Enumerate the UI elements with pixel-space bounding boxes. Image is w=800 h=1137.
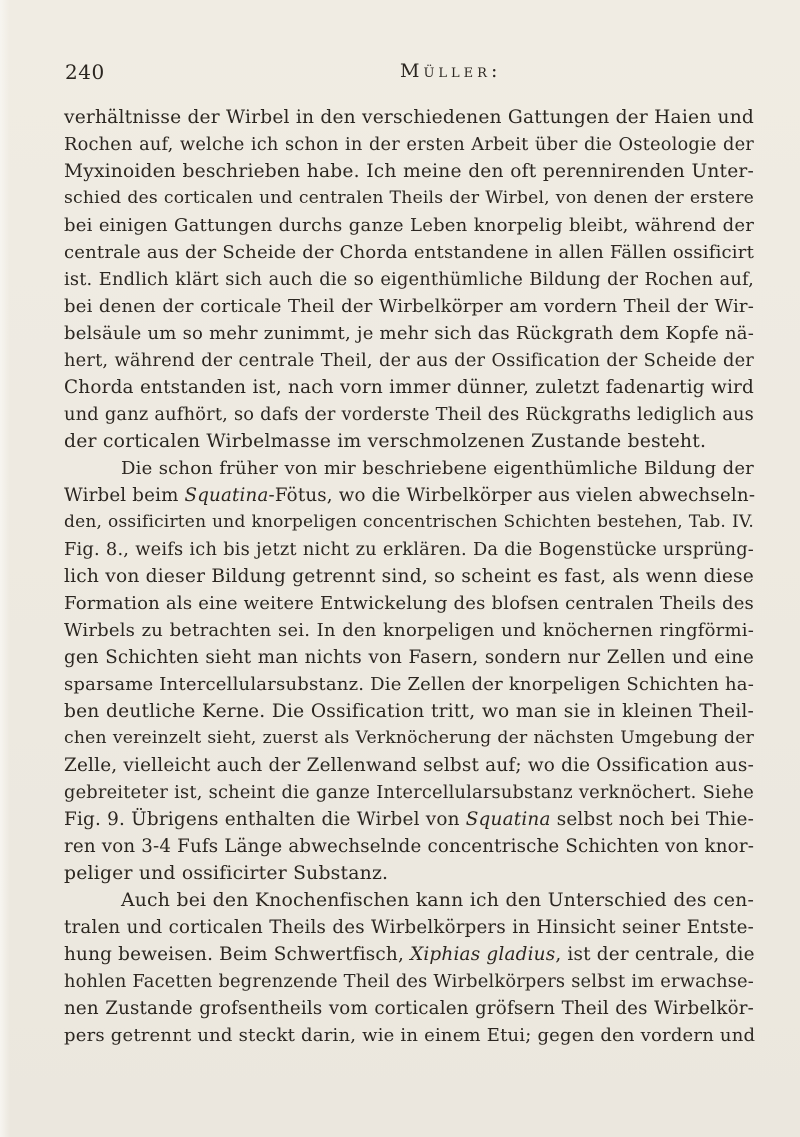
italic-species-name: Squatina bbox=[465, 809, 551, 830]
text-line: schied des corticalen und centralen Theils der Wirbel, von denen der erstere bbox=[64, 188, 754, 208]
italic-species-name: Squatina bbox=[184, 485, 269, 506]
text-line: und ganz aufhört, so dafs der vorderste Theil des Rückgraths lediglich aus bbox=[64, 404, 754, 425]
running-title: Müller: bbox=[400, 60, 502, 82]
text-line: peliger und ossificirter Substanz. bbox=[64, 863, 389, 884]
text-line: tralen und corticalen Theils des Wirbelkörpers in Hinsicht seiner Entste- bbox=[64, 917, 754, 938]
text-line: Wirbels zu betrachten sei. In den knorpeligen und knöchernen ringförmi- bbox=[64, 620, 754, 641]
text-line: Fig. 8., weifs ich bis jetzt nicht zu erklären. Da die Bogenstücke ursprüng- bbox=[64, 539, 754, 560]
text-line: bei denen der corticale Theil der Wirbelkörper am vordern Theil der Wir- bbox=[64, 296, 754, 317]
text-line: den, ossificirten und knorpeligen concentrischen Schichten bestehen, Tab. IV. bbox=[64, 512, 754, 532]
text-line: bei einigen Gattungen durchs ganze Leben knorpelig bleibt, während der bbox=[64, 215, 754, 236]
text-line: ist. Endlich klärt sich auch die so eigenthümliche Bildung der Rochen auf, bbox=[64, 269, 754, 290]
text-line: chen vereinzelt sieht, zuerst als Verknöcherung der nächsten Umgebung der bbox=[64, 728, 754, 748]
italic-species-name: Xiphias gladius bbox=[410, 944, 556, 965]
text-line: belsäule um so mehr zunimmt, je mehr sich das Rückgrath dem Kopfe nä- bbox=[64, 323, 754, 344]
text-line: gen Schichten sieht man nichts von Fasern, sondern nur Zellen und eine bbox=[64, 647, 754, 668]
text-line: Myxinoiden beschrieben habe. Ich meine den oft perennirenden Unter- bbox=[64, 161, 754, 182]
text-line: Chorda entstanden ist, nach vorn immer dünner, zuletzt fadenartig wird bbox=[64, 377, 754, 398]
text-line: sparsame Intercellularsubstanz. Die Zellen der knorpeligen Schichten ha- bbox=[64, 674, 754, 695]
text-line: pers getrennt und steckt darin, wie in einem Etui; gegen den vordern und bbox=[64, 1025, 756, 1046]
text-line: hung beweisen. Beim Schwertfisch, Xiphias gladius, ist der centrale, die bbox=[64, 944, 755, 965]
text-line: Auch bei den Knochenfischen kann ich den Unterschied des cen- bbox=[121, 890, 754, 911]
text-line: verhältnisse der Wirbel in den verschiedenen Gattungen der Haien und bbox=[64, 107, 754, 128]
text-line: ben deutliche Kerne. Die Ossification tritt, wo man sie in kleinen Theil- bbox=[64, 701, 754, 722]
page-number: 240 bbox=[65, 60, 105, 84]
page-edge-shadow bbox=[0, 0, 10, 1137]
text-line: Formation als eine weitere Entwickelung des blofsen centralen Theils des bbox=[64, 593, 754, 614]
text-line: Zelle, vielleicht auch der Zellenwand selbst auf; wo die Ossification aus- bbox=[64, 755, 754, 776]
text-line: der corticalen Wirbelmasse im verschmolzenen Zustande besteht. bbox=[64, 431, 707, 452]
text-line: gebreiteter ist, scheint die ganze Intercellularsubstanz verknöchert. Siehe bbox=[64, 782, 754, 803]
text-line: hert, während der centrale Theil, der aus der Ossification der Scheide der bbox=[64, 350, 754, 371]
body-text bbox=[64, 104, 754, 1049]
text-line: ren von 3-4 Fufs Länge abwechselnde concentrische Schichten von knor- bbox=[64, 836, 755, 857]
text-line: centrale aus der Scheide der Chorda entstandene in allen Fällen ossificirt bbox=[64, 242, 754, 263]
text-line: Rochen auf, welche ich schon in der ersten Arbeit über die Osteologie der bbox=[64, 134, 754, 155]
text-line: Wirbel beim Squatina-Fötus, wo die Wirbelkörper aus vielen abwechseln- bbox=[64, 485, 756, 506]
text-line: nen Zustande grofsentheils vom corticalen gröfsern Theil des Wirbelkör- bbox=[64, 998, 754, 1019]
text-line: Fig. 9. Übrigens enthalten die Wirbel von Squatina selbst noch bei Thie- bbox=[64, 809, 754, 830]
text-line: lich von dieser Bildung getrennt sind, so scheint es fast, als wenn diese bbox=[64, 566, 754, 587]
text-line: Die schon früher von mir beschriebene eigenthümliche Bildung der bbox=[121, 458, 754, 479]
running-head bbox=[65, 60, 753, 90]
text-line: hohlen Facetten begrenzende Theil des Wirbelkörpers selbst im erwachse- bbox=[64, 971, 754, 992]
